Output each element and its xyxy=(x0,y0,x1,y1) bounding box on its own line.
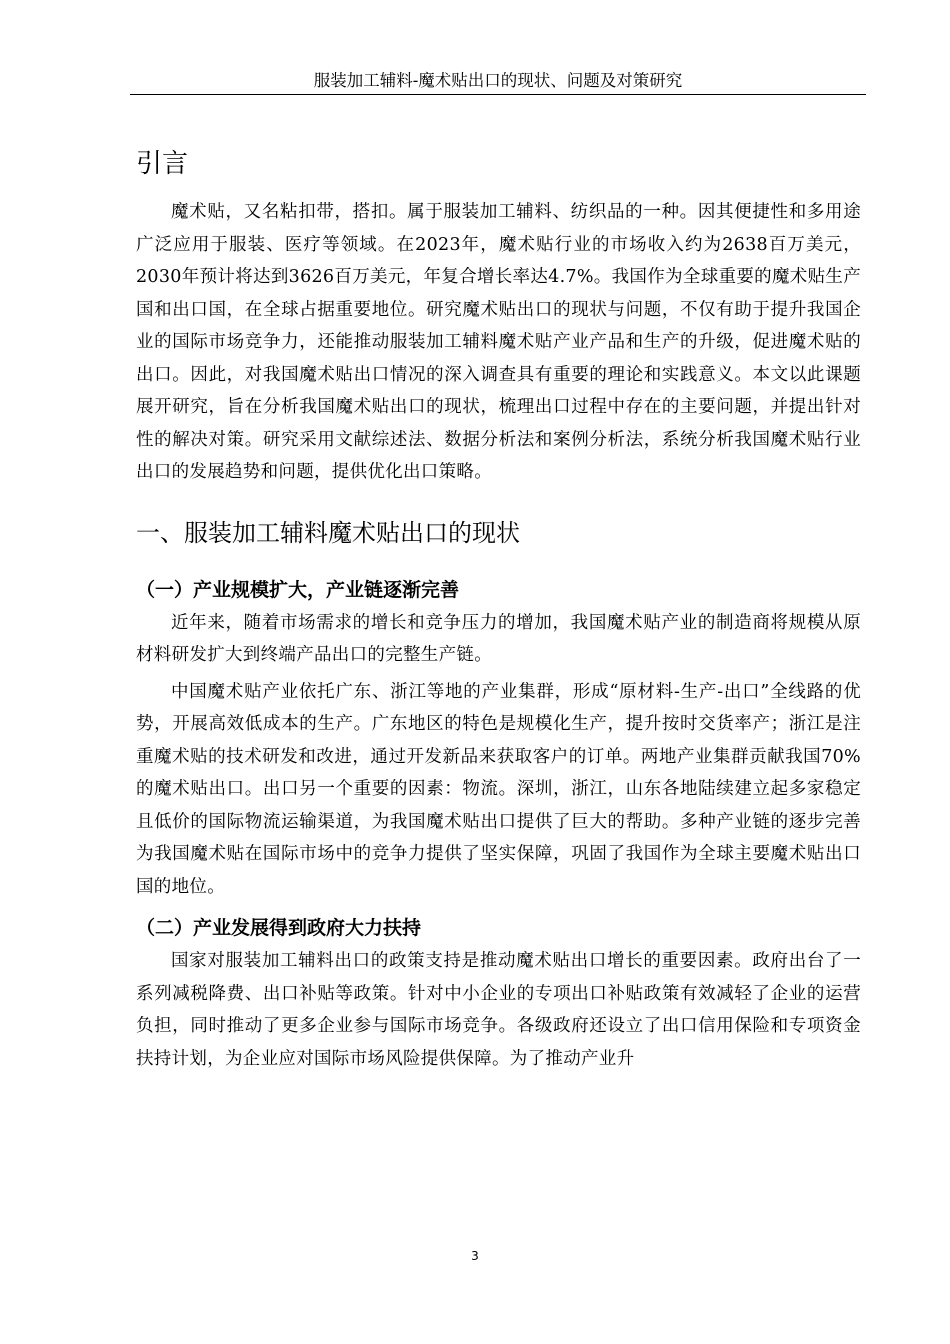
intro-paragraph: 魔术贴，又名粘扣带，搭扣。属于服装加工辅料、纺织品的一种。因其便捷性和多用途广泛应用于服装、医疗等领域。在2023年，魔术贴行业的市场收入约为2638百万美元，2030年预计将达到3626百万美元，年复合增长率达4.7%。我国作为全球重要的魔术贴生产国和出口国，在全球占据重要地位。研究魔术贴出口的现状与问题，不仅有助于提升我国企业的国际市场竞争力，还能推动服装加工辅料魔术贴产业产品和生产的升级，促进魔术贴的出口。因此，对我国魔术贴出口情况的深入调查具有重要的理论和实践意义。本文以此课题展开研究，旨在分析我国魔术贴出口的现状，梳理出口过程中存在的主要问题，并提出针对性的解决对策。研究采用文献综述法、数据分析法和案例分析法，系统分析我国魔术贴行业出口的发展趋势和问题，提供优化出口策略。 xyxy=(136,202,861,482)
section-1-title: （一）产业规模扩大，产业链逐渐完善 xyxy=(136,578,460,601)
header-rule xyxy=(130,94,866,95)
section-1-paragraph-1: 近年来，随着市场需求的增长和竞争压力的增加，我国魔术贴产业的制造商将规模从原材料研发扩大到终端产品出口的完整生产链。 xyxy=(136,612,861,665)
running-header: 服装加工辅料-魔术贴出口的现状、问题及对策研究 xyxy=(313,71,683,90)
intro-title: 引言 xyxy=(136,149,189,179)
page-number: 3 xyxy=(471,1249,479,1263)
page-body xyxy=(136,142,861,1075)
chapter-1-title: 一、服装加工辅料魔术贴出口的现状 xyxy=(136,518,520,547)
section-2-paragraph: 国家对服装加工辅料出口的政策支持是推动魔术贴出口增长的重要因素。政府出台了一系列减税降费、出口补贴等政策。针对中小企业的专项出口补贴政策有效减轻了企业的运营负担，同时推动了更多企业参与国际市场竞争。各级政府还设立了出口信用保险和专项资金扶持计划，为企业应对国际市场风险提供保障。为了推动产业升 xyxy=(136,951,861,1069)
section-2-title: （二）产业发展得到政府大力扶持 xyxy=(136,917,422,939)
section-1-paragraph-2: 中国魔术贴产业依托广东、浙江等地的产业集群，形成“原材料-生产-出口”全线路的优势，开展高效低成本的生产。广东地区的特色是规模化生产，提升按时交货率产；浙江是注重魔术贴的技术研发和改进，通过开发新品来获取客户的订单。两地产业集群贡献我国70%的魔术贴出口。出口另一个重要的因素：物流。深圳，浙江，山东各地陆续建立起多家稳定且低价的国际物流运输渠道，为我国魔术贴出口提供了巨大的帮助。多种产业链的逐步完善为我国魔术贴在国际市场中的竞争力提供了坚实保障，巩固了我国作为全球主要魔术贴出口国的地位。 xyxy=(136,681,861,897)
